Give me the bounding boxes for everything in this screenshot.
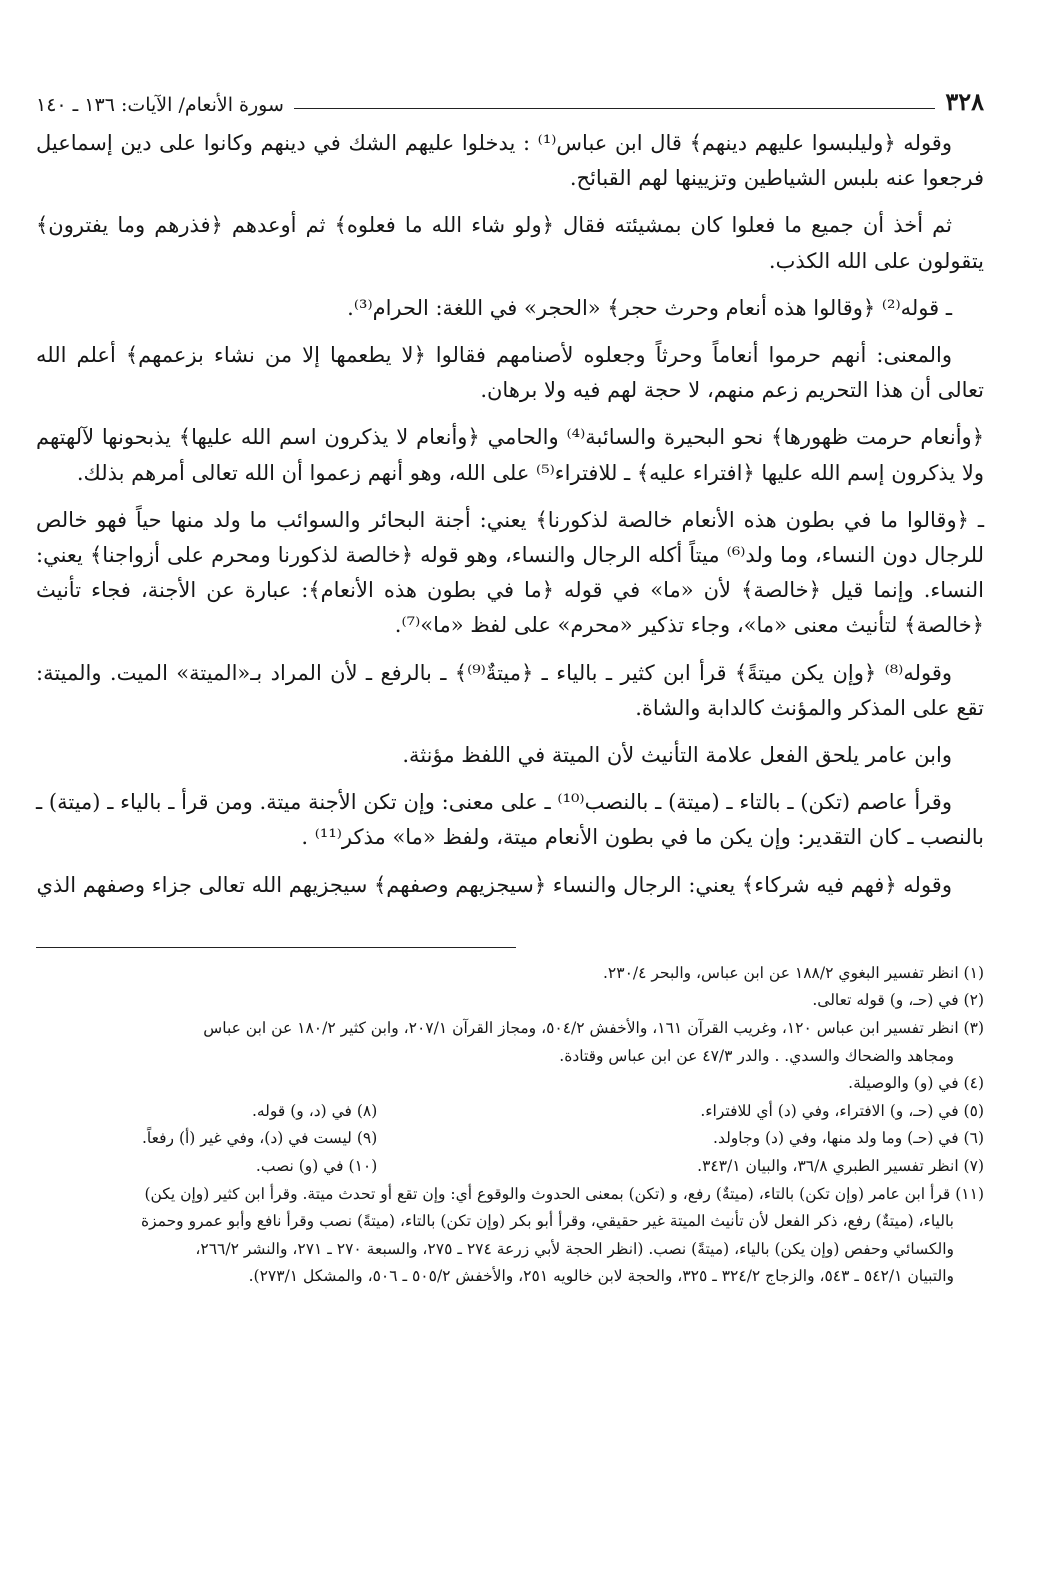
footnote-row [36, 1098, 984, 1126]
footnote-continuation: بالياء، (ميتةٌ) رفع، ذكر الفعل لأن تأنيث الميتة غير حقيقي، وقرأ أبو بكر (وإن تكن) بالتاء، (ميتةً) نصب وقرأ نافع وأبو عمرو وحمزة [140, 1212, 954, 1231]
paragraph: وابن عامر يلحق الفعل علامة التأنيث لأن الميتة في اللفظ مؤنثة. [402, 743, 952, 768]
paragraph: ﴿وأنعام حرمت ظهورها﴾ نحو البحيرة والسائبة⁽⁴⁾ والحامي ﴿وأنعام لا يذكرون اسم الله عليها﴾ يذبحونها لآلهتهم ولا يذكرون إسم الله عليها ﴿افتراء عليه﴾ ـ للافتراء⁽⁵⁾ على الله، وهو أنهم زعموا أن الله تعالى أمرهم بذلك. [36, 425, 984, 485]
footnote: (٣) انظر تفسير ابن عباس ١٢٠، وغريب القرآن ١٦١، والأخفش ٥٠٤/٢، ومجاز القرآن ٢٠٧/١، وابن كثير ١٨٠/٢ عن ابن عباس [203, 1019, 984, 1038]
paragraph: وقرأ عاصم (تكن) ـ بالتاء ـ (ميتة) ـ بالنصب⁽¹⁰⁾ ـ على معنى: وإن تكن الأجنة ميتة. ومن قرأ ـ بالياء ـ (ميتة) ـ بالنصب ـ كان التقدير: وإن يكن ما في بطون الأنعام ميتة، ولفظ «ما» مذكر⁽¹¹⁾ . [36, 790, 984, 850]
footnote-row [36, 1153, 984, 1181]
paragraph: وقوله ﴿وليلبسوا عليهم دينهم﴾ قال ابن عباس⁽¹⁾ : يدخلوا عليهم الشك في دينهم وكانوا على دين إسماعيل فرجعوا عنه بلبس الشياطين وتزيينها لهم القبائح. [36, 131, 984, 191]
paragraph: وقوله⁽⁸⁾ ﴿وإن يكن ميتةً﴾ قرأ ابن كثير ـ بالياء ـ ﴿ميتةٌ⁽⁹⁾﴾ ـ بالرفع ـ لأن المراد بـ«الميتة» الميت. والميتة: تقع على المذكر والمؤنث كالدابة والشاة. [36, 660, 984, 720]
running-title: سورة الأنعام/ الآيات: ١٣٦ ـ ١٤٠ [36, 94, 284, 116]
footnote: (٦) في (حـ) وما ولد منها، وفي (د) وجاولد. [713, 1129, 984, 1148]
footnote-continuation: والتبيان ٥٤٢/١ ـ ٥٤٣، والزجاج ٣٢٤/٢ ـ ٣٢٥، والحجة لابن خالويه ٢٥١، والأخفش ٥٠٥/٢ ـ ٥٠٦، والمشكل ٢٧٣/١). [248, 1267, 954, 1286]
footnote-continuation: والكسائي وحفص (وإن يكن) بالياء، (ميتةً) نصب. (انظر الحجة لأبي زرعة ٢٧٤ ـ ٢٧٥، والسبعة ٢٧٠ ـ ٢٧١، والنشر ٢٦٦/٢، [195, 1239, 954, 1258]
footnote: (١١) قرأ ابن عامر (وإن تكن) بالتاء، (ميتةٌ) رفع، و (تكن) بمعنى الحدوث والوقوع أي: وإن تقع أو تحدث ميتة. وقرأ ابن كثير (وإن يكن) [144, 1184, 984, 1203]
footnote: (٧) انظر تفسير الطبري ٣٦/٨، والبيان ٣٤٣/١. [697, 1157, 984, 1176]
footnote-continuation: ومجاهد والضحاك والسدي. . والدر ٤٧/٣ عن ابن عباس وقتادة. [559, 1046, 954, 1065]
book-page [36, 82, 984, 1291]
footnote-separator [36, 947, 516, 948]
paragraph: ـ قوله⁽²⁾ ﴿وقالوا هذه أنعام وحرث حجر﴾ «الحجر» في اللغة: الحرام⁽³⁾. [347, 295, 952, 320]
running-header [36, 82, 984, 116]
footnote: (٨) في (د، و) قوله. [251, 1101, 378, 1120]
header-rule [294, 108, 935, 109]
footnote: (٢) في (حـ، و) قوله تعالى. [812, 991, 984, 1010]
footnote: (١) انظر تفسير البغوي ١٨٨/٢ عن ابن عباس، والبحر ٢٣٠/٤. [602, 963, 984, 982]
page-number: ٣٢٨ [945, 87, 984, 116]
footnote: (١٠) في (و) نصب. [255, 1157, 378, 1176]
footnote: (٤) في (و) والوصيلة. [848, 1074, 984, 1093]
paragraph: ـ ﴿وقالوا ما في بطون هذه الأنعام خالصة لذكورنا﴾ يعني: أجنة البحائر والسوائب ما ولد منها حياً فهو خالص للرجال دون النساء، وما ولد⁽⁶⁾ ميتاً أكله الرجال والنساء، وهو قوله ﴿خالصة لذكورنا ومحرم على أزواجنا﴾ يعني: النساء. وإنما قيل ﴿خالصة﴾ لأن «ما» في قوله ﴿ما في بطون هذه الأنعام﴾: عبارة عن الأجنة، فجاء تأنيث ﴿خالصة﴾ لتأنيث معنى «ما»، وجاء تذكير «محرم» على لفظ «ما»⁽⁷⁾. [36, 507, 984, 638]
paragraph: وقوله ﴿فهم فيه شركاء﴾ يعني: الرجال والنساء ﴿سيجزيهم وصفهم﴾ سيجزيهم الله تعالى جزاء وصفهم الذي [36, 872, 952, 897]
footnote: (٩) ليست في (د)، وفي غير (أ) رفعاً. [142, 1129, 378, 1148]
footnote: (٥) في (حـ، و) الافتراء، وفي (د) أي للافتراء. [700, 1101, 984, 1120]
paragraph: ثم أخذ أن جميع ما فعلوا كان بمشيئته فقال ﴿ولو شاء الله ما فعلوه﴾ ثم أوعدهم ﴿فذرهم وما يفترون﴾ يتقولون على الله الكذب. [36, 213, 984, 273]
footnote-row [36, 1125, 984, 1153]
footnotes [36, 960, 984, 1291]
paragraph: والمعنى: أنهم حرموا أنعاماً وحرثاً وجعلوه لأصنامهم فقالوا ﴿لا يطعمها إلا من نشاء بزعمهم﴾ أعلم الله تعالى أن هذا التحريم زعم منهم، لا حجة لهم فيه ولا برهان. [36, 343, 984, 403]
main-text [36, 126, 984, 903]
